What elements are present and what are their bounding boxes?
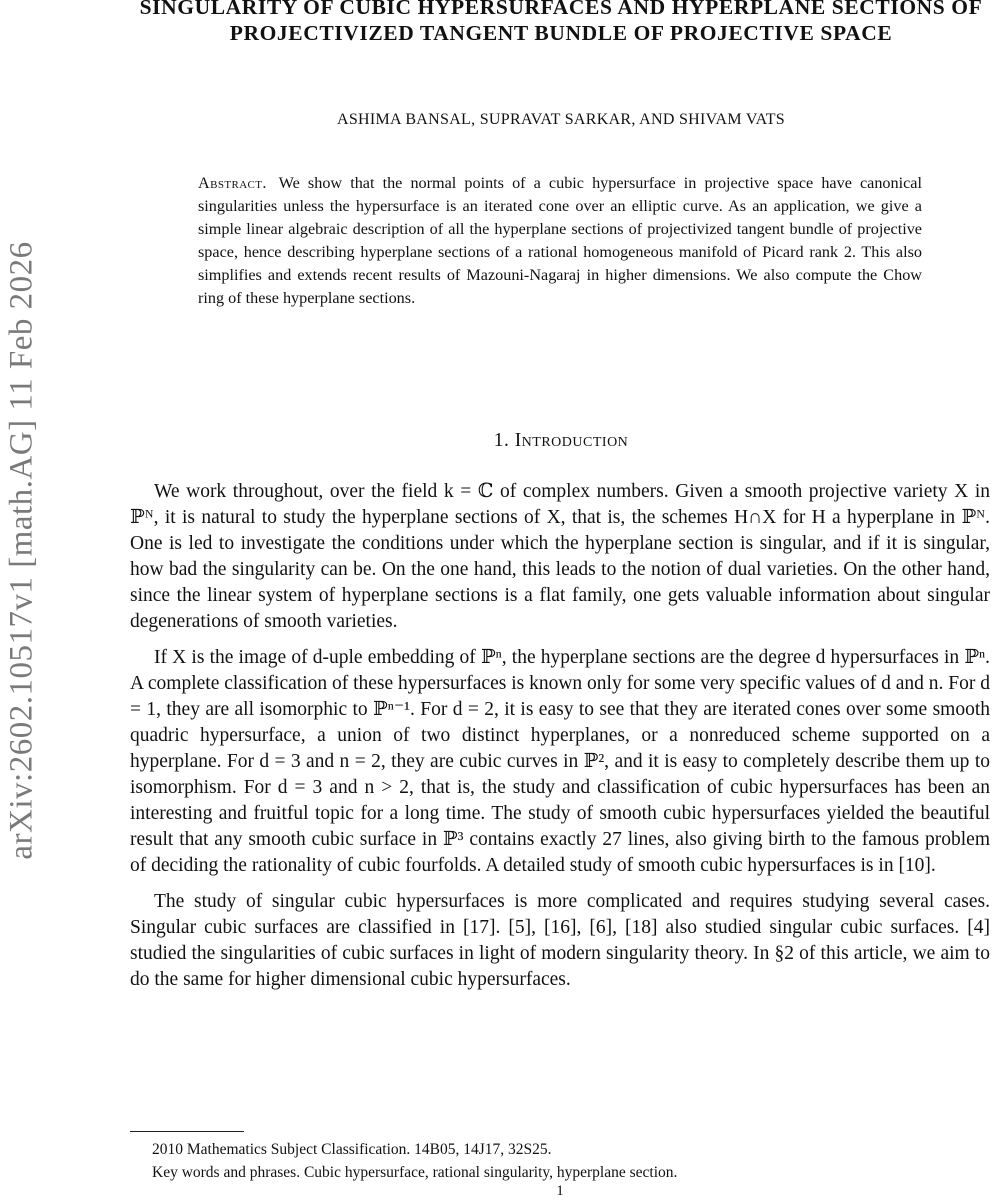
- section-number: 1.: [493, 430, 510, 451]
- keywords: Key words and phrases. Cubic hypersurface, rational singularity, hyperplane section.: [152, 1164, 678, 1181]
- abstract-label: Abstract.: [198, 174, 267, 192]
- author-list: ASHIMA BANSAL, SUPRAVAT SARKAR, AND SHIVAM VATS: [336, 111, 785, 128]
- footnotes: [152, 1138, 987, 1184]
- paper-title: SINGULARITY OF CUBIC HYPERSURFACES AND HYPERPLANE SECTIONS OF PROJECTIVIZED TANGENT BUNDLE OF PROJECTIVE SPACE: [139, 0, 983, 45]
- introduction-body: [130, 479, 990, 1003]
- paragraph-field-setup: We work throughout, over the field k = ℂ of complex numbers. Given a smooth projective variety X in ℙᴺ, it is natural to study the hyperplane sections of X, that is, the schemes H∩X for H a hyperplane in ℙᴺ. One is led to investigate the conditions under which the hyperplane section is singular, and if it is singular, how bad the singularity can be. On the one hand, this leads to the notion of dual varieties. On the other hand, since the linear system of hyperplane sections is a flat family, one gets valuable information about singular degenerations of smooth varieties.: [130, 481, 990, 632]
- arxiv-identifier-text: arXiv:2602.10517v1 [math.AG] 11 Feb 2026: [3, 240, 40, 860]
- section-title: Introduction: [514, 430, 629, 451]
- abstract: [198, 172, 922, 310]
- section-heading-introduction: [135, 430, 987, 452]
- arxiv-identifier-stamp: [2, 195, 42, 905]
- paragraph-d-uple-embedding: If X is the image of d-uple embedding of ℙⁿ, the hyperplane sections are the degree d hypersurfaces in ℙⁿ. A complete classification of these hypersurfaces is known only for some very specific values of d and n. For d = 1, they are all isomorphic to ℙⁿ⁻¹. For d = 2, it is easy to see that they are iterated cones over some smooth quadric hypersurface, a union of two distinct hyperplanes, or a nonreduced scheme supported on a hyperplane. For d = 3 and n = 2, they are cubic curves in ℙ², and it is easy to completely describe them up to isomorphism. For d = 3 and n > 2, that is, the study and classification of cubic hypersurfaces has been an interesting and fruitful topic for a long time. The study of smooth cubic hypersurfaces yielded the beautiful result that any smooth cubic surface in ℙ³ contains exactly 27 lines, also giving birth to the famous problem of deciding the rationality of cubic fourfolds. A detailed study of smooth cubic hypersurfaces is in [10].: [130, 647, 990, 876]
- msc-classification: 2010 Mathematics Subject Classification. 14B05, 14J17, 32S25.: [152, 1141, 552, 1158]
- abstract-text: We show that the normal points of a cubic hypersurface in projective space have canonical singularities unless the hypersurface is an iterated cone over an elliptic curve. As an application, we give a simple linear algebraic description of all the hyperplane sections of projectivized tangent bundle of projective space, hence describing hyperplane sections of a rational homogeneous manifold of Picard rank 2. This also simplifies and extends recent results of Mazouni-Nagaraj in higher dimensions. We also compute the Chow ring of these hyperplane sections.: [198, 174, 922, 307]
- footnote-divider: [130, 1131, 244, 1132]
- paragraph-singular-cubics: The study of singular cubic hypersurfaces is more complicated and requires studying several cases. Singular cubic surfaces are classified in [17]. [5], [16], [6], [18] also studied singular cubic surfaces. [4] studied the singularities of cubic surfaces in light of modern singularity theory. In §2 of this article, we aim to do the same for higher dimensional cubic hypersurfaces.: [130, 891, 990, 990]
- page-number: 1: [556, 1183, 564, 1199]
